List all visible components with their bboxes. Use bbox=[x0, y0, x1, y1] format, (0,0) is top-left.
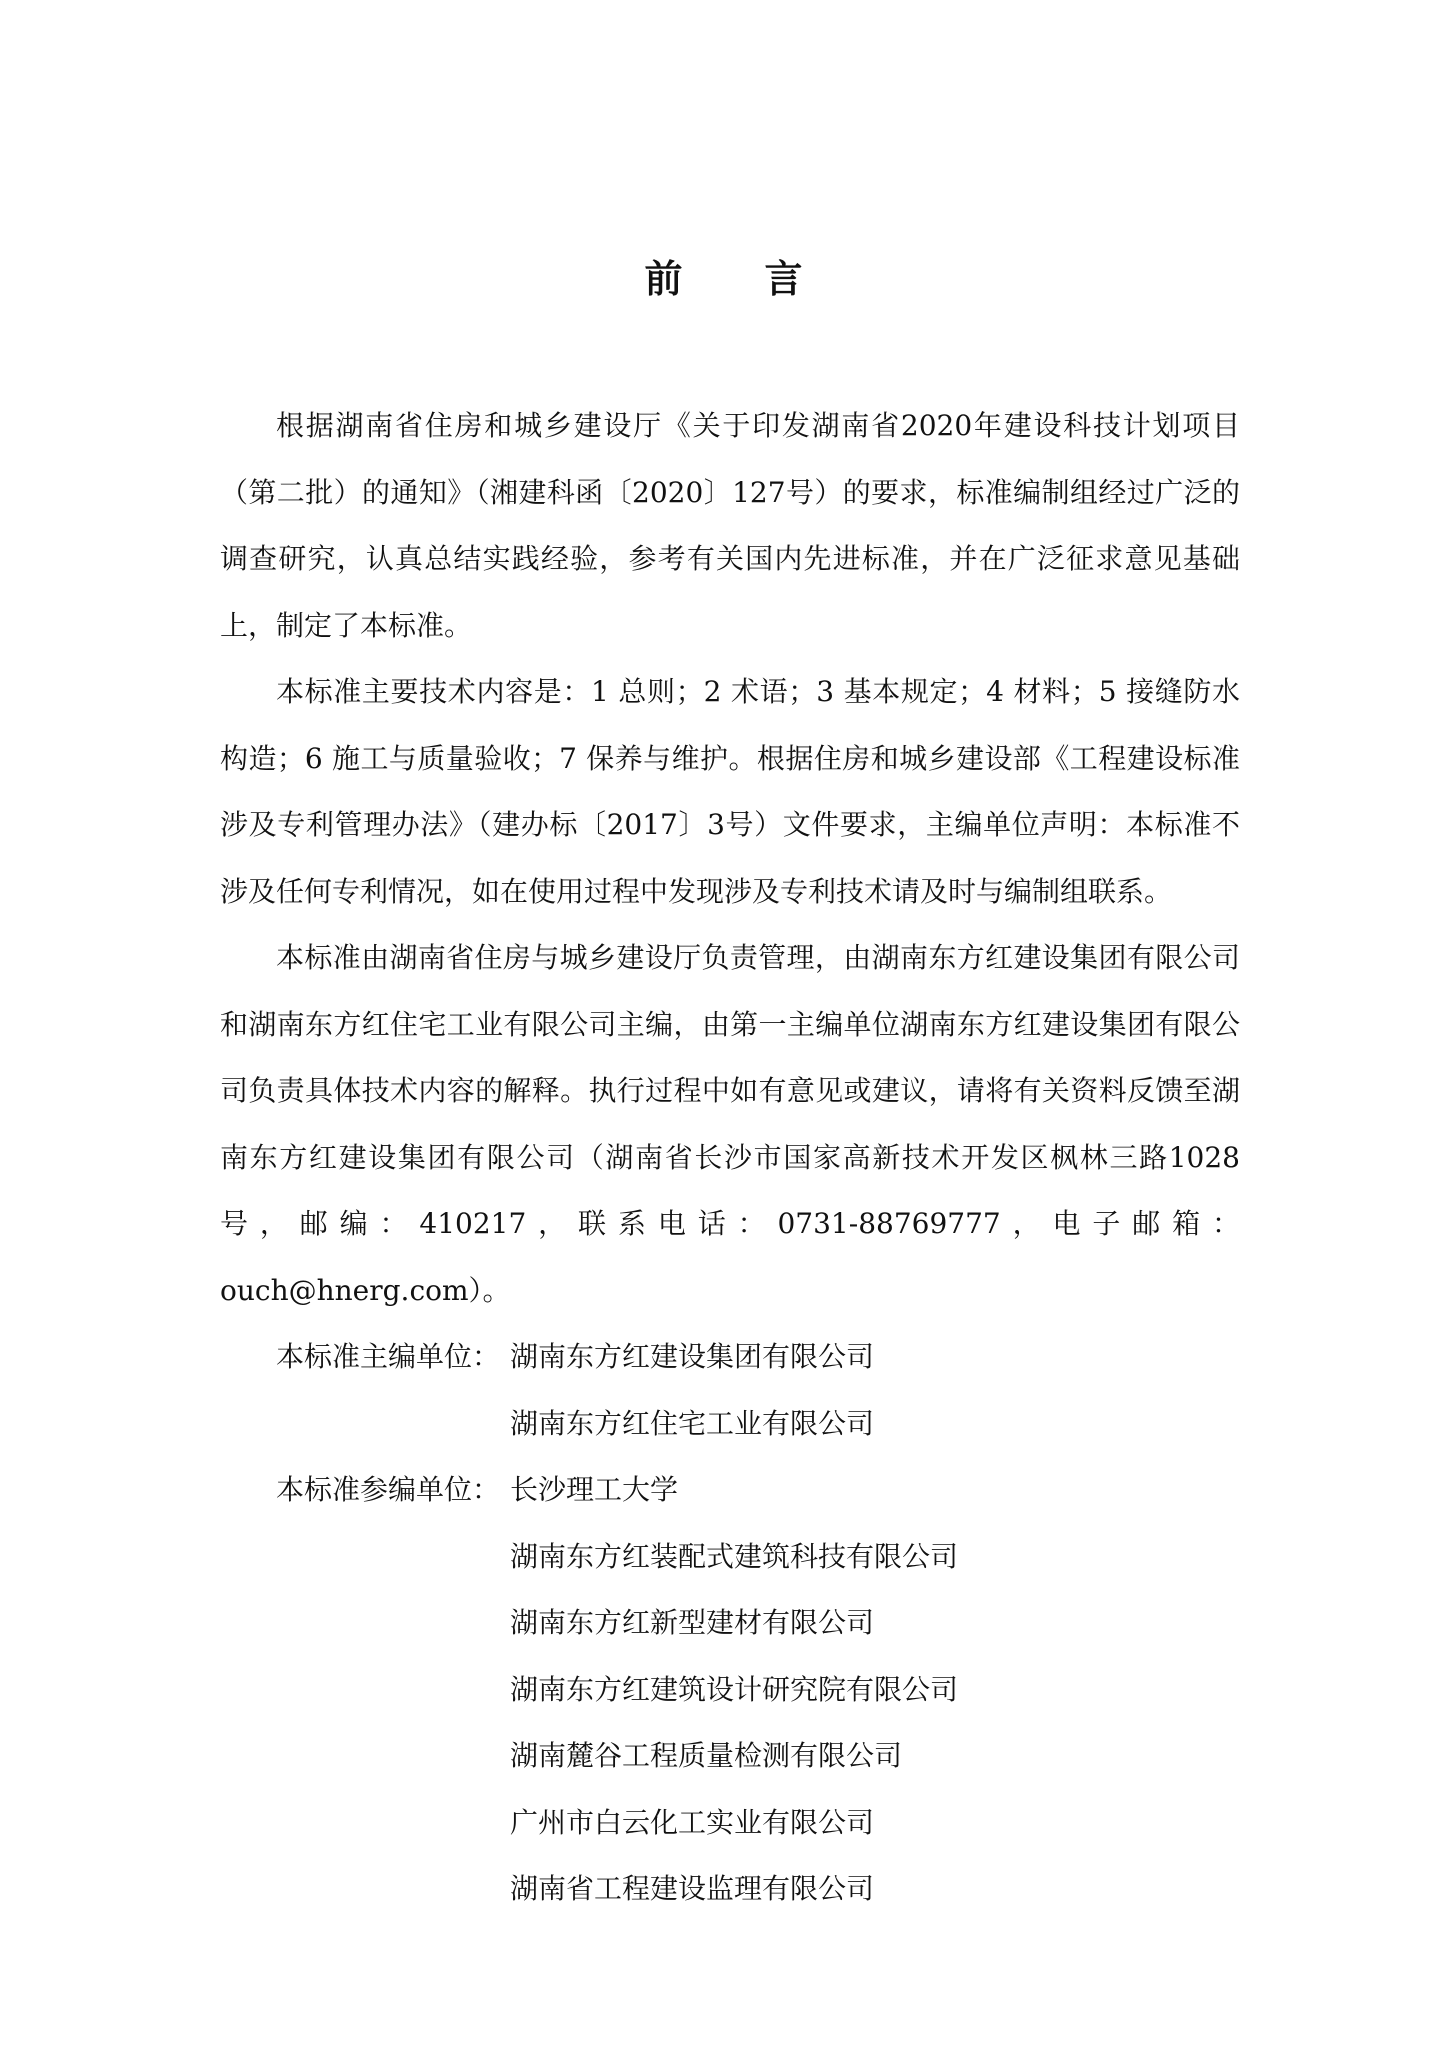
participating-unit-name: 湖南东方红新型建材有限公司 bbox=[510, 1606, 875, 1639]
title-char-2: 言 bbox=[764, 256, 803, 301]
participating-unit-name: 长沙理工大学 bbox=[510, 1473, 679, 1506]
chief-unit-row bbox=[220, 1324, 1240, 1391]
document-body bbox=[220, 393, 1240, 1923]
participating-unit-name: 湖南省工程建设监理有限公司 bbox=[510, 1872, 875, 1905]
participating-unit-name: 广州市白云化工实业有限公司 bbox=[510, 1805, 875, 1839]
participating-unit-row bbox=[220, 1524, 1240, 1591]
paragraph-compilation-basis: 根据湖南省住房和城乡建设厅《关于印发湖南省2020年建设科技计划项目（第二批）的通知》（湘建科函〔2020〕127号）的要求，标准编制组经过广泛的调查研究，认真总结实践经验，参考有关国内先进标准，并在广泛征求意见基础上，制定了本标准。 bbox=[220, 409, 1240, 642]
participating-unit-row bbox=[220, 1457, 1240, 1524]
chief-units-list bbox=[220, 1324, 1240, 1457]
participating-unit-name: 湖南麓谷工程质量检测有限公司 bbox=[510, 1739, 903, 1772]
participating-unit-name: 湖南东方红装配式建筑科技有限公司 bbox=[510, 1539, 959, 1573]
participating-units-list bbox=[220, 1457, 1240, 1923]
participating-units-label: 本标准参编单位： bbox=[276, 1473, 501, 1506]
chief-units-label: 本标准主编单位： bbox=[276, 1340, 501, 1373]
participating-unit-row bbox=[220, 1856, 1240, 1923]
participating-unit-row bbox=[220, 1723, 1240, 1790]
participating-unit-row bbox=[220, 1590, 1240, 1657]
page-title bbox=[0, 248, 1447, 303]
paragraph-technical-content: 本标准主要技术内容是：1 总则；2 术语；3 基本规定；4 材料；5 接缝防水构造；6 施工与质量验收；7 保养与维护。根据住房和城乡建设部《工程建设标准涉及专利管理办法》（建办标〔2017〕3号）文件要求，主编单位声明：本标准不涉及任何专利情况，如在使用过程中发现涉及专利技术请及时与编制组联系。 bbox=[220, 675, 1240, 908]
participating-unit-row bbox=[220, 1657, 1240, 1724]
title-char-1: 前 bbox=[644, 256, 683, 301]
chief-unit-name: 湖南东方红住宅工业有限公司 bbox=[510, 1406, 875, 1440]
chief-unit-name: 湖南东方红建设集团有限公司 bbox=[510, 1340, 875, 1373]
chief-unit-row bbox=[220, 1391, 1240, 1458]
participating-unit-row bbox=[220, 1790, 1240, 1857]
participating-unit-name: 湖南东方红建筑设计研究院有限公司 bbox=[510, 1672, 959, 1706]
paragraph-management-contact: 本标准由湖南省住房与城乡建设厅负责管理，由湖南东方红建设集团有限公司和湖南东方红住宅工业有限公司主编，由第一主编单位湖南东方红建设集团有限公司负责具体技术内容的解释。执行过程中如有意见或建议，请将有关资料反馈至湖南东方红建设集团有限公司（湖南省长沙市国家高新技术开发区枫林三路1028号，邮编：410217，联系电话：0731-88769777，电子邮箱：ouch@hnerg.com）。 bbox=[220, 941, 1240, 1307]
